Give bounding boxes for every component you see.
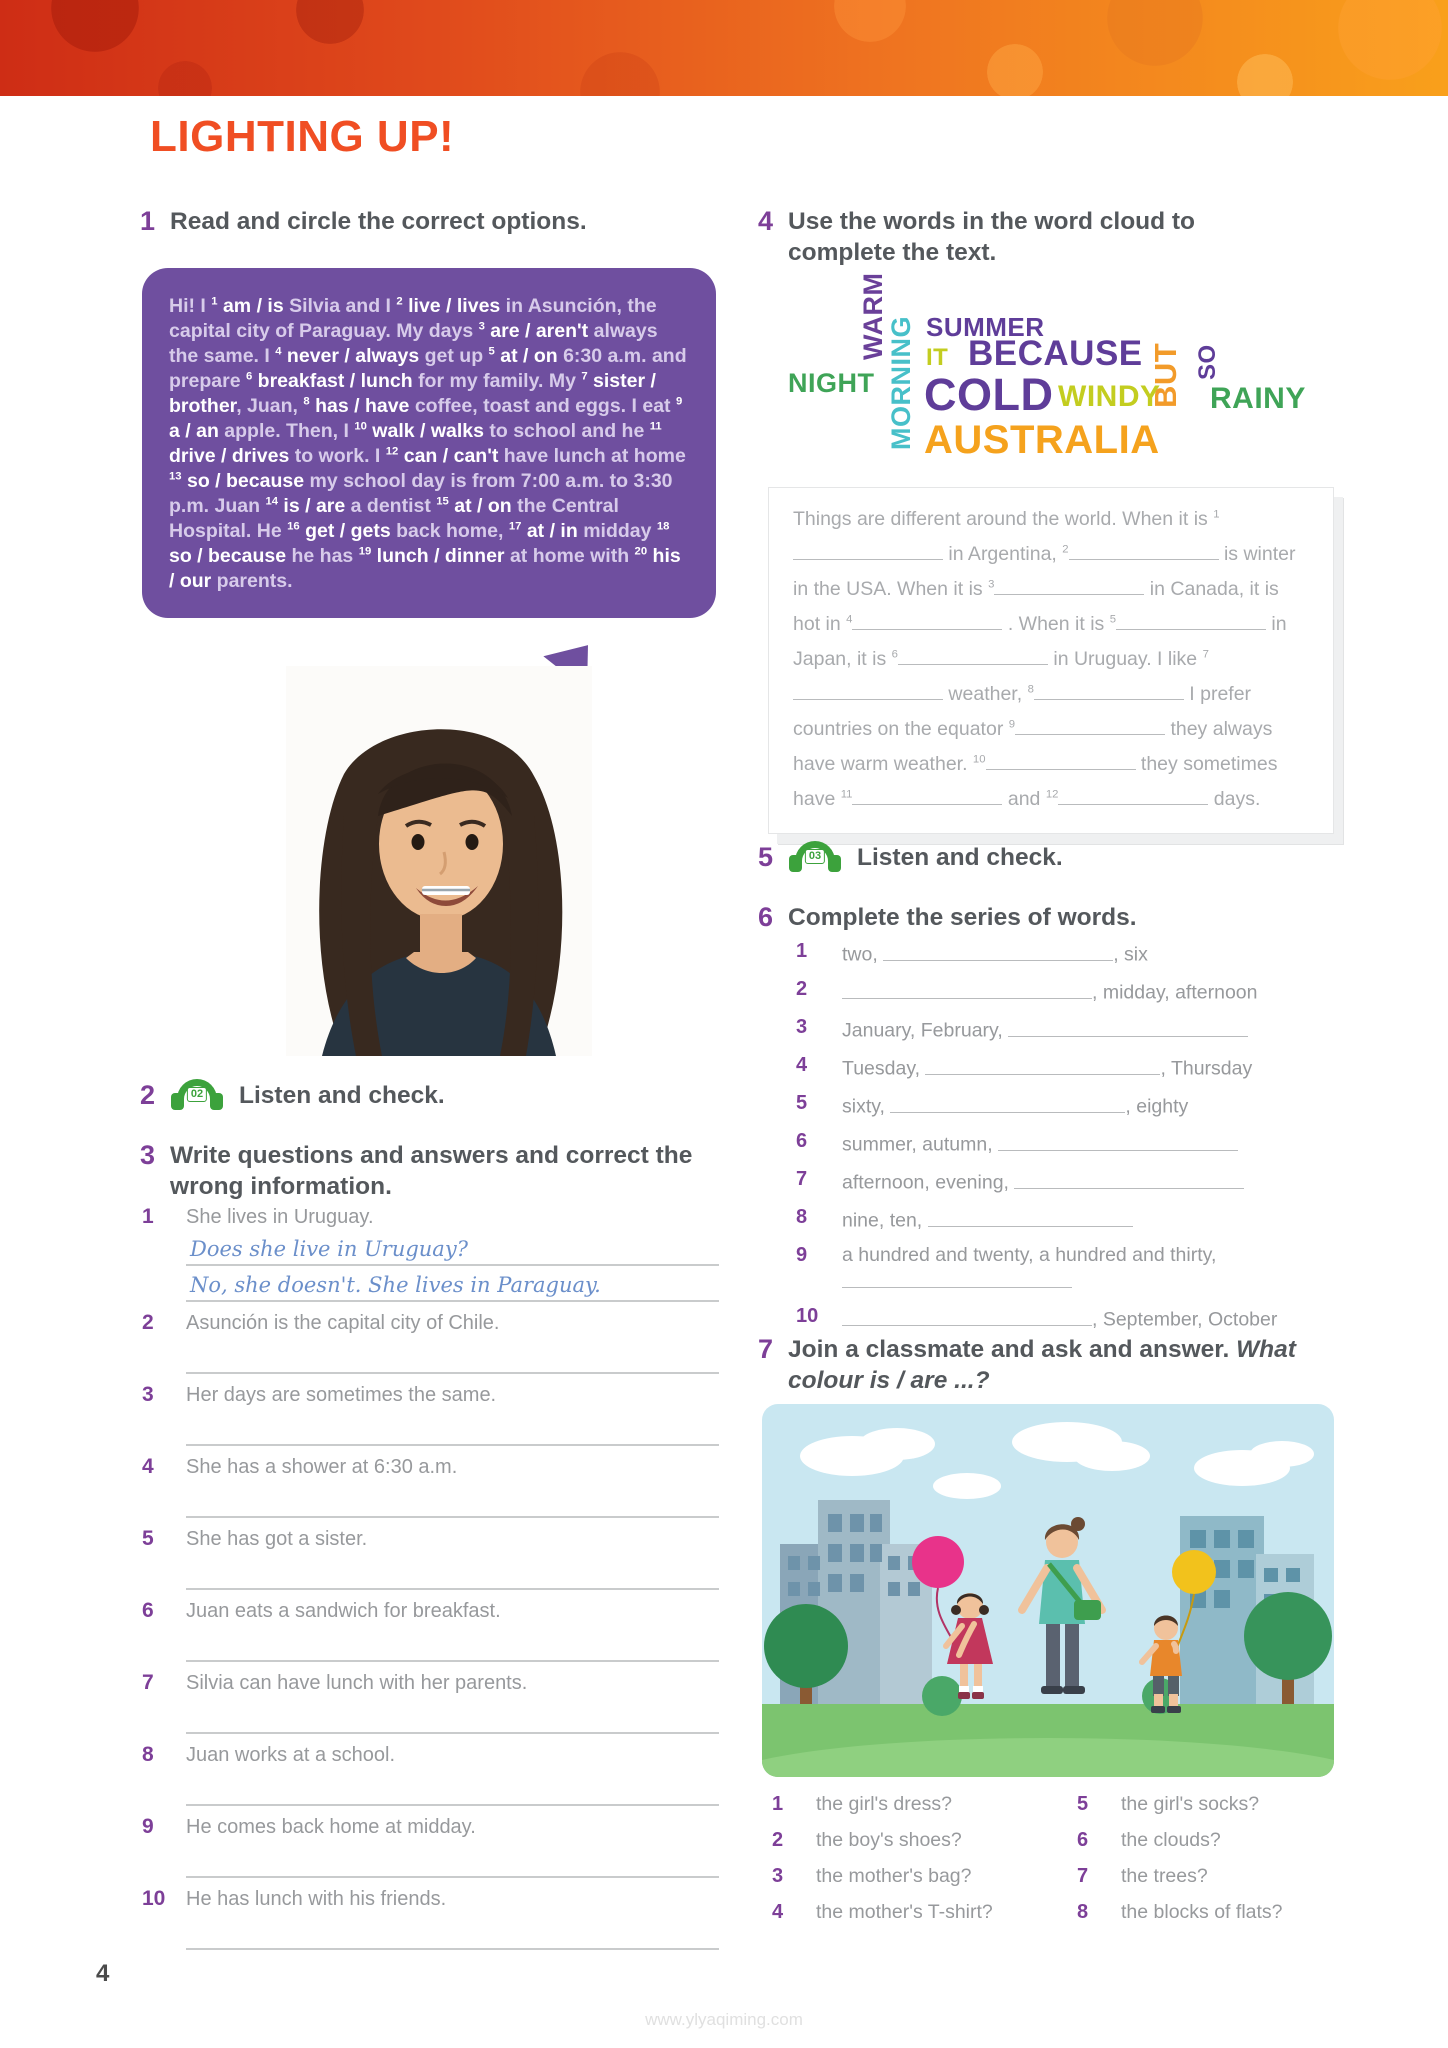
statement-text: Asunción is the capital city of Chile.: [186, 1312, 500, 1334]
cloud-word-it: IT: [926, 344, 949, 371]
item-number: 8: [1077, 1901, 1089, 1923]
series-text: afternoon, evening,: [842, 1168, 1344, 1195]
page-title: LIGHTING UP!: [150, 112, 455, 161]
headphone-cup-right: [210, 1093, 223, 1110]
question-text: the girl's dress?: [816, 1793, 952, 1815]
cloud-word-windy: WINDY: [1058, 380, 1161, 413]
speech-bubble: [142, 268, 716, 618]
top-banner: [0, 0, 1448, 96]
headphone-cup-left: [789, 855, 802, 872]
statement-text: He has lunch with his friends.: [186, 1888, 447, 1910]
cloud-word-because: BECAUSE: [968, 334, 1143, 373]
series-text: two, , six: [842, 940, 1344, 967]
statement-text: He comes back home at midday.: [186, 1816, 476, 1838]
item-number: 9: [796, 1244, 808, 1266]
exercise-1-header: [140, 206, 700, 237]
ex7-question-4: [772, 1900, 1067, 1924]
item-number: 2: [796, 978, 808, 1000]
headphone-cup-left: [171, 1093, 184, 1110]
item-number: 3: [772, 1865, 784, 1887]
exercise-5-title: Listen and check.: [857, 843, 1063, 871]
statement-text: Her days are sometimes the same.: [186, 1384, 497, 1406]
cloud-word-summer: SUMMER: [926, 312, 1045, 342]
fill-blank: [842, 1305, 1092, 1326]
answer-line: [186, 1418, 719, 1446]
ex3-item-3: [142, 1382, 719, 1446]
question-text: the mother's bag?: [816, 1865, 972, 1887]
series-text: , midday, afternoon: [842, 978, 1344, 1005]
exercise-1-number: 1: [140, 206, 156, 236]
fill-blank: [1034, 680, 1184, 701]
ex6-item-9: [796, 1244, 1344, 1294]
exercise-2-number: 2: [140, 1079, 156, 1110]
ex4-text: Things are different around the world. When it is $^1$ in Argentina, $^2$ is winter in the USA. When it is $^3$ in Canada, it is hot in $^4$ . When it is $^5$ in Japan, it is $^6$ in Uruguay. I like $^7$ weather, $^8$ I prefer countries on the equator $^9$ they always have warm weather. $^{10}$ they sometimes have $^{11}$ and $^{12}$ days.: [793, 508, 1296, 810]
fill-blank: [883, 940, 1113, 961]
bubble-text: Hi! I $^1$ am / is Silvia and I $^2$ live / lives in Asunción, the capital city of Paraguay. My days $^3$ are / aren't always the same. I $^4$ never / always get up $^5$ at / on 6:30 a.m. and prepare $^6$ breakfast / lunch for my family. My $^7$ sister / brother, Juan, $^8$ has / have coffee, toast and eggs. I eat $^9$ a / an apple. Then, I $^{10}$ walk / walks to school and he $^{11}$ drive / drives to work. I $^{12}$ can / can't have lunch at home $^{13}$ so / because my school day is from 7:00 a.m. to 3:30 p.m. Juan $^{14}$ is / are a dentist $^{15}$ at / on the Central Hospital. He $^{16}$ get / gets back home, $^{17}$ at / in midday $^{18}$ so / because he has $^{19}$ lunch / dinner at home with $^{20}$ his / our parents.: [169, 295, 687, 592]
fill-blank: [842, 978, 1092, 999]
item-number: 9: [142, 1815, 154, 1838]
exercise-3-header: [140, 1140, 702, 1202]
handwritten-answer: No, she doesn't. She lives in Paraguay.: [186, 1266, 719, 1302]
exercise-6-title: Complete the series of words.: [788, 904, 1137, 931]
exercise-5-header: [758, 840, 1318, 874]
exercise-1-title: Read and circle the correct options.: [170, 208, 587, 235]
cloud-word-australia: AUSTRALIA: [924, 418, 1160, 462]
ex4-text-card: [768, 487, 1334, 834]
item-number: 8: [796, 1206, 808, 1228]
fill-blank: [890, 1092, 1125, 1113]
item-number: 8: [142, 1743, 154, 1766]
cloud-word-night: NIGHT: [788, 368, 875, 398]
statement-text: She has a shower at 6:30 a.m.: [186, 1456, 458, 1478]
question-text: the girl's socks?: [1121, 1793, 1260, 1815]
fill-blank: [1069, 540, 1219, 561]
ex6-item-2: [796, 978, 1344, 1005]
ex3-item-4: [142, 1454, 719, 1518]
statement-text: She has got a sister.: [186, 1528, 368, 1550]
ex3-item-1: [142, 1204, 719, 1302]
item-number: 4: [772, 1901, 784, 1923]
ex7-question-list: [772, 1792, 1338, 1936]
ex6-item-10: [796, 1305, 1344, 1332]
ex7-question-8: [1077, 1900, 1338, 1924]
exercise-3-title: Write questions and answers and correct the wrong information.: [170, 1142, 693, 1200]
item-number: 6: [142, 1599, 154, 1622]
question-text: the boy's shoes?: [816, 1829, 962, 1851]
statement-text: Juan eats a sandwich for breakfast.: [186, 1600, 501, 1622]
exercise-4-number: 4: [758, 206, 774, 236]
ex7-question-6: [1077, 1828, 1338, 1852]
question-text: the trees?: [1121, 1865, 1208, 1887]
fill-blank: [925, 1054, 1160, 1075]
headphones-icon: [170, 1078, 224, 1112]
ex6-item-5: [796, 1092, 1344, 1119]
item-number: 4: [142, 1455, 154, 1478]
ex6-item-6: [796, 1130, 1344, 1157]
exercise-7-number: 7: [758, 1334, 774, 1364]
fill-blank: [852, 610, 1002, 631]
item-number: 4: [796, 1054, 808, 1076]
fill-blank: [1014, 1168, 1244, 1189]
question-text: the blocks of flats?: [1121, 1901, 1283, 1923]
ex6-item-3: [796, 1016, 1344, 1043]
statement-text: Juan works at a school.: [186, 1744, 395, 1766]
item-number: 5: [142, 1527, 154, 1550]
page-number: 4: [96, 1960, 110, 1987]
item-number: 7: [142, 1671, 154, 1694]
answer-line: [186, 1634, 719, 1662]
ex3-item-10: [142, 1886, 719, 1950]
item-number: 10: [796, 1305, 819, 1327]
watermark: www.ylyaqiming.com: [645, 2010, 803, 2029]
item-number: 1: [142, 1205, 154, 1228]
cloud-word-rainy: RAINY: [1210, 382, 1306, 415]
question-text: the clouds?: [1121, 1829, 1221, 1851]
item-number: 3: [796, 1016, 808, 1038]
ex3-list: [142, 1204, 719, 1958]
ex6-item-1: [796, 940, 1344, 967]
cloud-word-warm: WARM: [858, 272, 888, 360]
question-text: the mother's T-shirt?: [816, 1901, 993, 1923]
item-number: 7: [1077, 1865, 1089, 1887]
girl-photo: [286, 666, 592, 1056]
item-number: 5: [796, 1092, 808, 1114]
fill-blank: [793, 680, 943, 701]
item-number: 7: [796, 1168, 808, 1190]
fill-blank: [1116, 610, 1266, 631]
word-cloud: [766, 272, 1346, 467]
fill-blank: [1015, 715, 1165, 736]
series-text: Tuesday, , Thursday: [842, 1054, 1344, 1081]
cloud-word-cold: COLD: [924, 369, 1054, 420]
item-number: 5: [1077, 1793, 1089, 1815]
ex3-item-2: [142, 1310, 719, 1374]
ex6-item-7: [796, 1168, 1344, 1195]
audio-track-number: 02: [187, 1087, 207, 1102]
fill-blank: [852, 785, 1002, 806]
ex6-item-8: [796, 1206, 1344, 1233]
exercise-7-title-italic: What colour is / are ...?: [788, 1336, 1296, 1394]
handwritten-answer: Does she live in Uruguay?: [186, 1230, 719, 1266]
item-number: 2: [772, 1829, 784, 1851]
ex6-list: [796, 940, 1344, 1343]
ex3-item-5: [142, 1526, 719, 1590]
statement-text: She lives in Uruguay.: [186, 1206, 374, 1228]
ex7-question-5: [1077, 1792, 1338, 1816]
answer-line: [186, 1922, 719, 1950]
fill-blank: [842, 1267, 1072, 1288]
answer-line: [186, 1706, 719, 1734]
cloud-word-so: SO: [1194, 344, 1221, 380]
ex7-question-3: [772, 1864, 1067, 1888]
ex3-item-9: [142, 1814, 719, 1878]
fill-blank: [898, 645, 1048, 666]
cloud-word-morning: MORNING: [886, 316, 916, 450]
series-text: a hundred and twenty, a hundred and thirty,: [842, 1244, 1344, 1294]
fill-blank: [928, 1206, 1133, 1227]
ex3-item-8: [142, 1742, 719, 1806]
ex7-question-1: [772, 1792, 1067, 1816]
exercise-5-number: 5: [758, 841, 774, 872]
exercise-2-header: [140, 1078, 700, 1112]
audio-track-number: 03: [805, 849, 825, 864]
ex7-question-7: [1077, 1864, 1338, 1888]
item-number: 1: [796, 940, 808, 962]
series-text: January, February,: [842, 1016, 1344, 1043]
exercise-4-title: Use the words in the word cloud to complete the text.: [788, 208, 1196, 266]
exercise-4-header: [758, 206, 1298, 268]
exercise-3-number: 3: [140, 1140, 156, 1170]
ex7-right-column: [1077, 1792, 1338, 1936]
ex7-left-column: [772, 1792, 1067, 1936]
fill-blank: [986, 750, 1136, 771]
series-text: summer, autumn,: [842, 1130, 1344, 1157]
answer-line: [186, 1778, 719, 1806]
series-text: , September, October: [842, 1305, 1344, 1332]
ex6-item-4: [796, 1054, 1344, 1081]
item-number: 1: [772, 1793, 784, 1815]
exercise-6-header: [758, 902, 1318, 933]
ex3-item-6: [142, 1598, 719, 1662]
park-illustration: [762, 1404, 1334, 1777]
fill-blank: [994, 575, 1144, 596]
series-text: nine, ten,: [842, 1206, 1344, 1233]
answer-line: [186, 1346, 719, 1374]
ex7-question-2: [772, 1828, 1067, 1852]
headphone-cup-right: [828, 855, 841, 872]
answer-line: [186, 1850, 719, 1878]
headphones-icon: [788, 840, 842, 874]
item-number: 6: [796, 1130, 808, 1152]
exercise-6-number: 6: [758, 902, 774, 932]
fill-blank: [1008, 1016, 1248, 1037]
fill-blank: [1058, 785, 1208, 806]
fill-blank: [998, 1130, 1238, 1151]
exercise-7-header: [758, 1334, 1303, 1396]
item-number: 6: [1077, 1829, 1089, 1851]
answer-line: [186, 1562, 719, 1590]
ex3-item-7: [142, 1670, 719, 1734]
exercise-2-title: Listen and check.: [239, 1081, 445, 1109]
item-number: 10: [142, 1887, 166, 1910]
item-number: 2: [142, 1311, 154, 1334]
fill-blank: [793, 540, 943, 561]
series-text: sixty, , eighty: [842, 1092, 1344, 1119]
statement-text: Silvia can have lunch with her parents.: [186, 1672, 528, 1694]
item-number: 3: [142, 1383, 154, 1406]
answer-line: [186, 1490, 719, 1518]
exercise-7-title: Join a classmate and ask and answer. What colour is / are ...?: [788, 1336, 1296, 1394]
cloud-word-but: BUT: [1148, 342, 1183, 408]
